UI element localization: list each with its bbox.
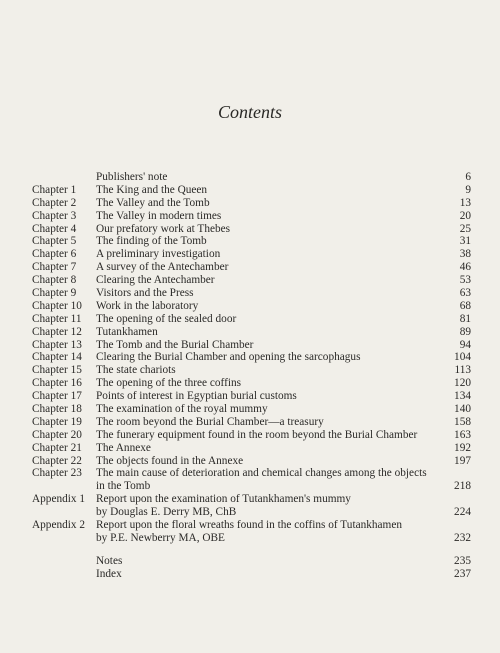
toc-page-number: 218: [454, 480, 471, 493]
toc-page-number: 232: [454, 531, 471, 544]
toc-page-number: 134: [454, 390, 471, 403]
toc-page-number: 25: [459, 222, 471, 235]
toc-title: [96, 442, 151, 455]
toc-title: [96, 326, 158, 339]
toc-page-number: 197: [454, 454, 471, 467]
toc-title-line: The Valley and the Tomb: [96, 196, 210, 209]
toc-row: [0, 261, 500, 274]
toc-row: [0, 287, 500, 300]
toc-title-line: Clearing the Antechamber: [96, 274, 215, 287]
toc-label: Chapter 9: [32, 287, 77, 300]
toc-row: [0, 313, 500, 326]
toc-row: [0, 184, 500, 197]
toc-label: Appendix 2: [32, 519, 86, 532]
toc-row: [0, 223, 500, 236]
toc-label: Chapter 17: [32, 390, 82, 403]
toc-title: [96, 184, 207, 197]
toc-title-line: The Valley in modern times: [96, 209, 222, 222]
toc-page-number: 140: [454, 403, 471, 416]
toc-page-number: 192: [454, 441, 471, 454]
toc-row: [0, 416, 500, 429]
toc-page-number: 6: [465, 171, 471, 183]
toc-title: [96, 403, 268, 416]
toc-row: [0, 197, 500, 210]
toc-gap: [0, 545, 500, 555]
toc-title-line: Clearing the Burial Chamber and opening the sarcophagus: [96, 351, 361, 364]
toc-row: [0, 467, 500, 493]
toc-title-line-2: by P.E. Newberry MA, OBE: [96, 531, 225, 544]
toc-page-number: 20: [459, 209, 471, 222]
toc-label: Chapter 16: [32, 377, 82, 390]
toc-title: [96, 261, 228, 274]
toc-page-number: 113: [454, 364, 471, 377]
toc-row: [0, 300, 500, 313]
toc-title: [96, 313, 236, 326]
toc-title-line: Work in the laboratory: [96, 299, 199, 312]
toc-row: [0, 442, 500, 455]
toc-title: Notes: [96, 554, 123, 567]
toc-label: Appendix 1: [32, 493, 86, 506]
toc-title-line: The Tomb and the Burial Chamber: [96, 338, 254, 351]
toc-title: [96, 467, 427, 493]
toc-label: Chapter 11: [32, 312, 82, 325]
toc-row: [0, 210, 500, 223]
toc-title: [96, 351, 360, 364]
toc-title: [96, 210, 221, 223]
toc-page-number: 53: [459, 274, 471, 287]
toc-title: [96, 377, 241, 390]
toc-row: [0, 274, 500, 287]
toc-title: [96, 364, 176, 377]
toc-page-number: 89: [459, 325, 471, 338]
toc-title: [96, 274, 215, 287]
toc-row: [0, 326, 500, 339]
toc-label: Chapter 12: [32, 325, 82, 338]
toc-title: [96, 171, 167, 184]
toc-label: Chapter 5: [32, 235, 77, 248]
toc-title-line: The room beyond the Burial Chamber—a treasury: [96, 415, 324, 428]
toc-title: [96, 390, 297, 403]
toc-title-line-2: in the Tomb: [96, 480, 151, 493]
toc-label: Chapter 2: [32, 196, 77, 209]
toc-label: Chapter 21: [32, 441, 82, 454]
toc-title-line: The King and the Queen: [96, 183, 208, 196]
toc-title: [96, 339, 253, 352]
toc-label: Chapter 10: [32, 299, 82, 312]
toc-title: Index: [96, 567, 122, 580]
toc-title: [96, 300, 198, 313]
toc-title-line: The state chariots: [96, 364, 176, 377]
toc-title: [96, 493, 351, 519]
toc-title: [96, 248, 220, 261]
toc-title: [96, 416, 324, 429]
toc-title: [96, 519, 402, 545]
toc-label: Chapter 3: [32, 209, 77, 222]
toc-page-number: 9: [465, 183, 471, 196]
page-title: Contents: [217, 102, 282, 122]
toc-title-line-2: by Douglas E. Derry MB, ChB: [96, 506, 237, 519]
toc-title-line: The Annexe: [96, 441, 151, 454]
toc-row: [0, 235, 500, 248]
toc-title-line: Points of interest in Egyptian burial customs: [96, 390, 297, 403]
toc-title-line: A survey of the Antechamber: [96, 261, 229, 274]
toc-title: [96, 235, 207, 248]
toc-page-number: 31: [459, 235, 471, 248]
toc-label: Chapter 1: [32, 183, 77, 196]
toc-page-number: 81: [459, 312, 471, 325]
toc-page-number: 158: [454, 415, 471, 428]
toc-label: Chapter 20: [32, 428, 82, 441]
toc-label: Chapter 19: [32, 415, 82, 428]
toc-row: [0, 377, 500, 390]
toc-page-number: 13: [459, 196, 471, 209]
toc-label: Chapter 15: [32, 364, 82, 377]
toc-title-line: The opening of the sealed door: [96, 312, 237, 325]
toc-title-line: Visitors and the Press: [96, 287, 194, 300]
toc-page-number: 104: [454, 351, 471, 364]
toc-title-line: The main cause of deterioration and chemical changes among the objects: [96, 467, 427, 480]
toc-title-line: The finding of the Tomb: [96, 235, 207, 248]
toc-row: [0, 339, 500, 352]
toc-label: Chapter 8: [32, 274, 77, 287]
table-of-contents: [0, 171, 500, 581]
toc-title-line: The objects found in the Annexe: [96, 454, 244, 467]
toc-page-number: 63: [459, 287, 471, 300]
toc-row: [0, 171, 500, 184]
toc-row: [0, 493, 500, 519]
toc-title: [96, 429, 417, 442]
toc-title-line: Publishers' note: [96, 171, 168, 183]
toc-page-number: 68: [459, 299, 471, 312]
toc-row: [0, 429, 500, 442]
toc-row: [0, 568, 500, 581]
toc-row: [0, 364, 500, 377]
toc-page-number: 94: [459, 338, 471, 351]
toc-row: [0, 390, 500, 403]
toc-title-line: The funerary equipment found in the room beyond the Burial Chamber: [96, 428, 418, 441]
toc-title: [96, 455, 243, 468]
toc-row: [0, 248, 500, 261]
toc-page-number: 46: [459, 261, 471, 274]
toc-label: Chapter 14: [32, 351, 82, 364]
toc-title-line: Report upon the floral wreaths found in the coffins of Tutankhamen: [96, 519, 403, 532]
toc-label: Chapter 6: [32, 248, 77, 261]
toc-title: [96, 287, 194, 300]
toc-label: Chapter 22: [32, 454, 82, 467]
toc-label: Chapter 4: [32, 222, 77, 235]
toc-label: Chapter 7: [32, 261, 77, 274]
toc-row: [0, 455, 500, 468]
toc-row: [0, 519, 500, 545]
toc-page-number: 224: [454, 506, 471, 519]
toc-title: [96, 197, 210, 210]
toc-label: Chapter 23: [32, 467, 82, 480]
toc-title-line: Report upon the examination of Tutankhamen's mummy: [96, 493, 351, 506]
toc-page-number: 235: [454, 554, 471, 567]
toc-title-line: Our prefatory work at Thebes: [96, 222, 231, 235]
toc-row: [0, 351, 500, 364]
toc-page-number: 120: [454, 377, 471, 390]
toc-page-number: 163: [454, 428, 471, 441]
toc-page-number: 237: [454, 567, 471, 580]
toc-title-line: The opening of the three coffins: [96, 377, 242, 390]
toc-title-line: The examination of the royal mummy: [96, 403, 268, 416]
toc-label: Chapter 18: [32, 403, 82, 416]
toc-row: [0, 555, 500, 568]
toc-title-line: Tutankhamen: [96, 325, 158, 338]
toc-title-line: A preliminary investigation: [96, 248, 221, 261]
toc-page-number: 38: [459, 248, 471, 261]
toc-title: [96, 223, 230, 236]
toc-label: Chapter 13: [32, 338, 82, 351]
toc-row: [0, 403, 500, 416]
